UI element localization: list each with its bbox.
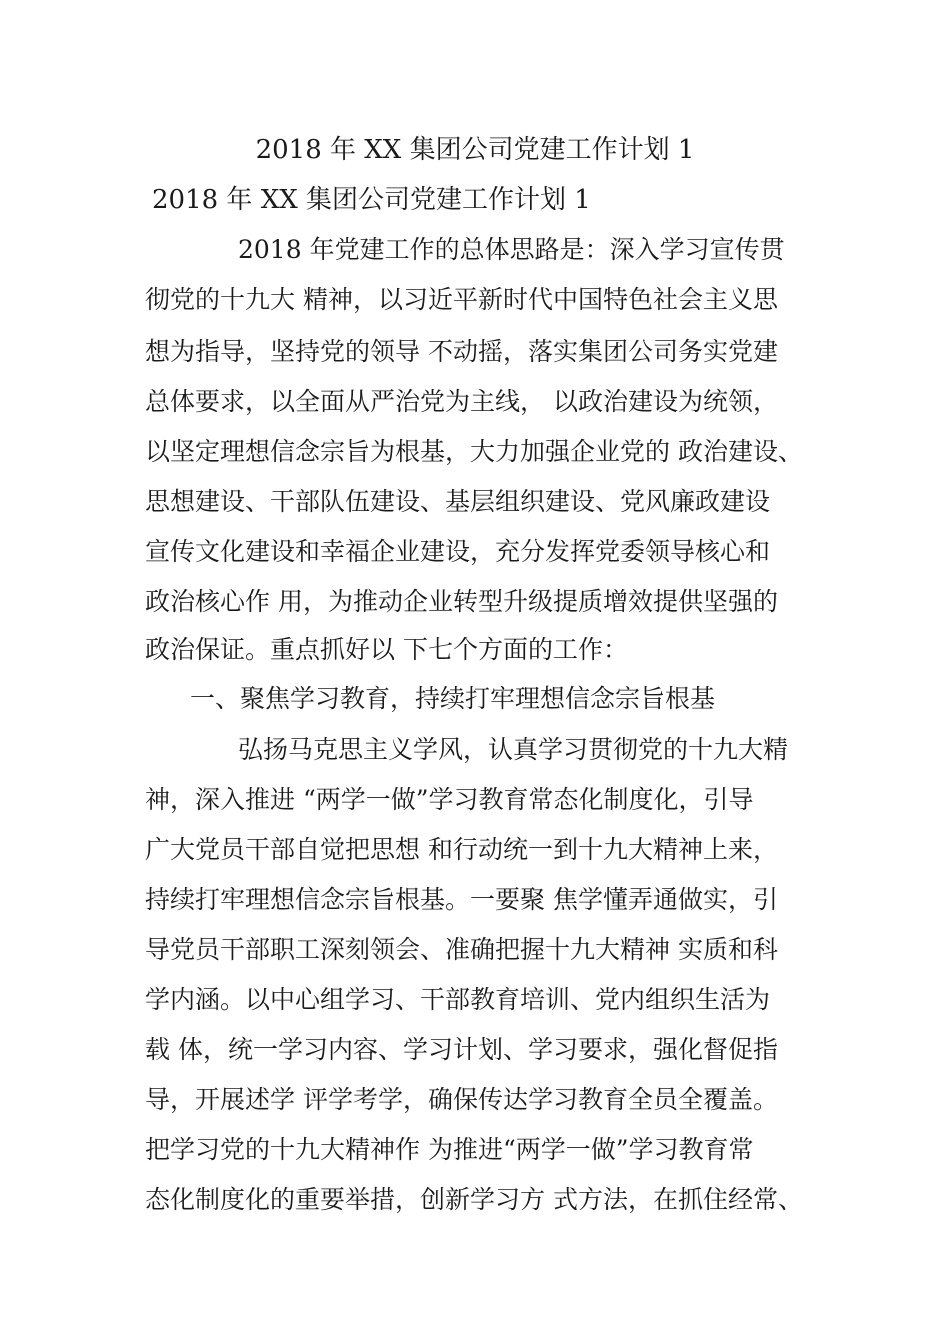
document-subtitle: 2018 年 XX 集团公司党建工作计划 1: [152, 185, 591, 215]
paragraph-line: 学内涵。以中心组学习、干部教育培训、党内组织生活为: [145, 985, 771, 1014]
paragraph-line: 思想建设、干部队伍建设、基层组织建设、党风廉政建设: [145, 487, 771, 516]
paragraph-line: 想为指导，坚持党的领导 不动摇，落实集团公司务实党建: [145, 337, 778, 366]
paragraph-line: 政治保证。重点抓好以 下七个方面的工作：: [145, 635, 628, 664]
paragraph-line: 政治核心作 用，为推动企业转型升级提质增效提供坚强的: [145, 587, 778, 616]
paragraph-line: 态化制度化的重要举措，创新学习方 式方法，在抓住经常、: [145, 1185, 803, 1214]
paragraph-line: 总体要求，以全面从严治党为主线， 以政治建设为统领，: [145, 387, 778, 416]
paragraph-line: 导党员干部职工深刻领会、准确把握十九大精神 实质和科: [145, 935, 778, 964]
paragraph-line: 2018 年党建工作的总体思路是：深入学习宣传贯: [238, 235, 785, 264]
paragraph-line: 弘扬马克思主义学风，认真学习贯彻党的十九大精: [238, 735, 789, 764]
paragraph-line: 彻党的十九大 精神，以习近平新时代中国特色社会主义思: [145, 285, 778, 314]
document-title: 2018 年 XX 集团公司党建工作计划 1: [255, 135, 695, 165]
paragraph-line: 导，开展述学 评学考学，确保传达学习教育全员全覆盖。: [145, 1085, 778, 1114]
paragraph-line: 把学习党的十九大精神作 为推进“两学一做”学习教育常: [145, 1135, 754, 1164]
paragraph-line: 持续打牢理想信念宗旨根基。一要聚 焦学懂弄通做实，引: [145, 885, 778, 914]
paragraph-line: 宣传文化建设和幸福企业建设，充分发挥党委领导核心和: [145, 537, 771, 566]
paragraph-line: 广大党员干部自觉把思想 和行动统一到十九大精神上来，: [145, 835, 778, 864]
section-heading: 一、聚焦学习教育，持续打牢理想信念宗旨根基: [190, 684, 716, 713]
paragraph-line: 载 体，统一学习内容、学习计划、学习要求，强化督促指: [145, 1035, 778, 1064]
paragraph-line: 神，深入推进 “两学一做”学习教育常态化制度化，引导: [145, 785, 754, 814]
paragraph-line: 以坚定理想信念宗旨为根基，大力加强企业党的 政治建设、: [145, 437, 803, 466]
